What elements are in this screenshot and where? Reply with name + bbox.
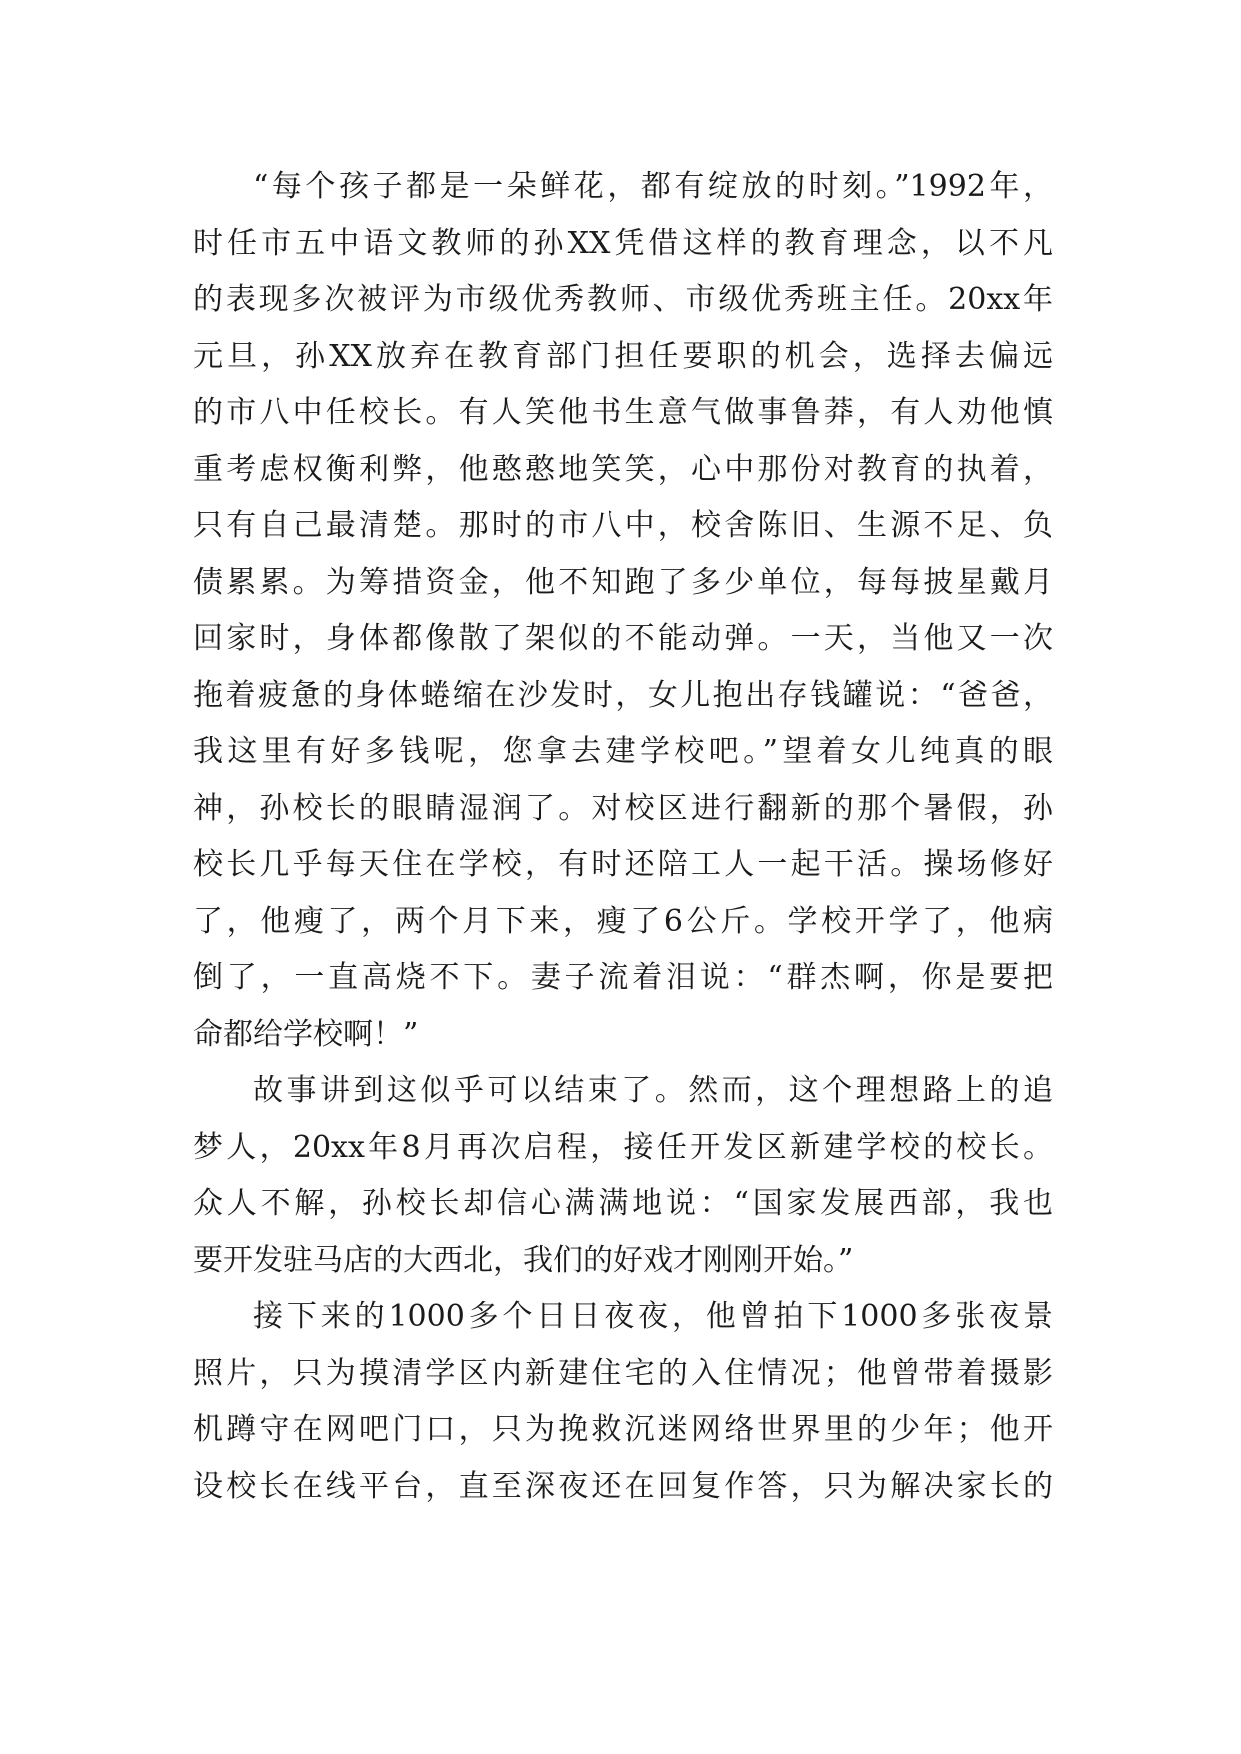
paragraph-2	[193, 1063, 1053, 1289]
text-line: “每个孩子都是一朵鲜花，都有绽放的时刻。”1992年，	[253, 169, 1053, 204]
text-line: 拖着疲惫的身体蜷缩在沙发时，女儿抱出存钱罐说：“爸爸，	[193, 677, 1053, 713]
text-line: 神，孙校长的眼睛湿润了。对校区进行翻新的那个暑假，孙	[193, 790, 1053, 826]
text-line: 回家时，身体都像散了架似的不能动弹。一天，当他又一次	[193, 621, 1053, 656]
text-line: 故事讲到这似乎可以结束了。然而，这个理想路上的追	[253, 1073, 1053, 1108]
text-line: 倒了，一直高烧不下。妻子流着泪说：“群杰啊，你是要把	[193, 960, 1053, 995]
text-line: 只有自己最清楚。那时的市八中，校舍陈旧、生源不足、负	[193, 508, 1053, 543]
text-line: 的市八中任校长。有人笑他书生意气做事鲁莽，有人劝他慎	[193, 395, 1053, 430]
text-line: 重考虑权衡利弊，他憨憨地笑笑，心中那份对教育的执着，	[193, 451, 1053, 487]
paragraph-3	[193, 1289, 1053, 1515]
text-line: 我这里有好多钱呢，您拿去建学校吧。”望着女儿纯真的眼	[193, 734, 1053, 769]
text-line: 校长几乎每天住在学校，有时还陪工人一起干活。操场修好	[193, 847, 1053, 882]
document-body	[193, 159, 1053, 1515]
text-line: 照片，只为摸清学区内新建住宅的入住情况；他曾带着摄影	[193, 1355, 1053, 1391]
text-line: 时任市五中语文教师的孙XX凭借这样的教育理念，以不凡	[193, 225, 1053, 261]
text-line: 的表现多次被评为市级优秀教师、市级优秀班主任。20xx年	[193, 282, 1053, 317]
text-line: 命都给学校啊！”	[193, 1016, 419, 1052]
text-line: 设校长在线平台，直至深夜还在回复作答，只为解决家长的	[193, 1468, 1053, 1504]
text-line: 元旦，孙XX放弃在教育部门担任要职的机会，选择去偏远	[193, 338, 1053, 374]
text-line: 机蹲守在网吧门口，只为挽救沉迷网络世界里的少年；他开	[193, 1412, 1053, 1447]
text-line: 梦人，20xx年8月再次启程，接任开发区新建学校的校长。	[193, 1129, 1053, 1165]
paragraph-1	[193, 159, 1053, 1063]
text-line: 债累累。为筹措资金，他不知跑了多少单位，每每披星戴月	[193, 564, 1053, 600]
text-line: 接下来的1000多个日日夜夜，他曾拍下1000多张夜景	[253, 1299, 1053, 1334]
text-line: 了，他瘦了，两个月下来，瘦了6公斤。学校开学了，他病	[193, 903, 1053, 939]
text-line: 众人不解，孙校长却信心满满地说：“国家发展西部，我也	[193, 1186, 1053, 1221]
text-line: 要开发驻马店的大西北，我们的好戏才刚刚开始。”	[193, 1242, 854, 1278]
